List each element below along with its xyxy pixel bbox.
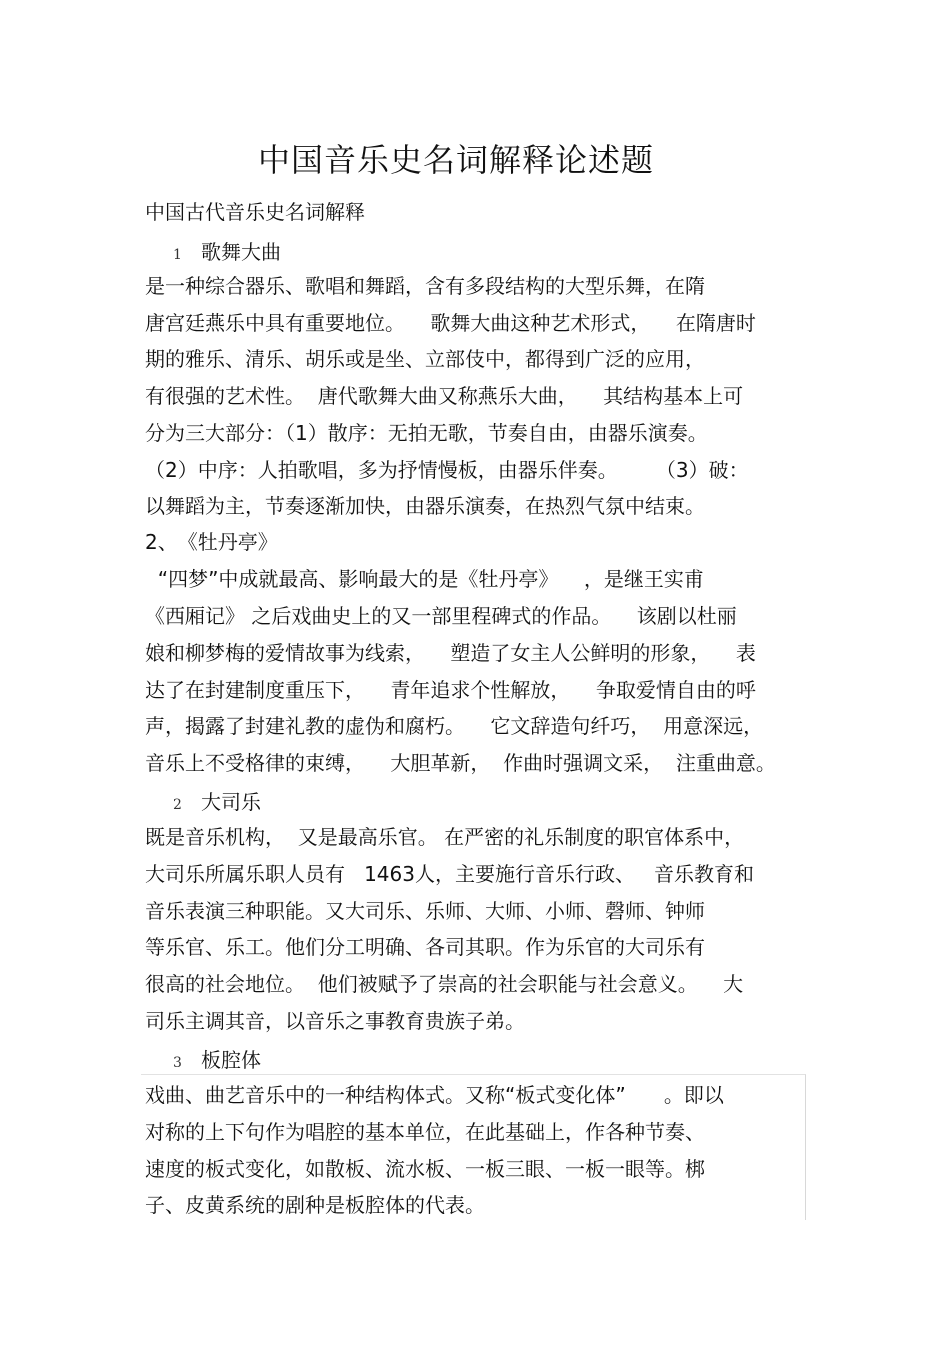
paragraph-line: 唐宫廷燕乐中具有重要地位。 歌舞大曲这种艺术形式， 在隋唐时 — [145, 311, 756, 335]
paragraph-line: 以舞蹈为主，节奏逐渐加快，由器乐演奏，在热烈气氛中结束。 — [145, 494, 705, 518]
section-title: 歌舞大曲 — [201, 240, 281, 264]
section-number: 1 — [173, 247, 182, 263]
paragraph-line: “四梦”中成就最高、影响最大的是《牡丹亭》 ，是继王实甫 — [145, 567, 704, 591]
paragraph-line: 司乐主调其音，以音乐之事教育贵族子弟。 — [145, 1009, 525, 1033]
section-title: 板腔体 — [201, 1048, 261, 1072]
section-title: 大司乐 — [201, 790, 261, 814]
paragraph-line: 是一种综合器乐、歌唱和舞蹈，含有多段结构的大型乐舞，在隋 — [145, 274, 705, 298]
paragraph-line: 娘和柳梦梅的爱情故事为线索， 塑造了女主人公鲜明的形象， 表 — [145, 641, 756, 665]
paragraph-line: 达了在封建制度重压下， 青年追求个性解放， 争取爱情自由的呼 — [145, 678, 756, 702]
paragraph-line: 大司乐所属乐职人员有 1463人，主要施行音乐行政、 音乐教育和 — [145, 862, 755, 886]
paragraph-line: 音乐上不受格律的束缚， 大胆革新， 作曲时强调文采， 注重曲意。 — [145, 751, 776, 775]
paragraph-line: 等乐官、乐工。他们分工明确、各司其职。作为乐官的大司乐有 — [145, 935, 705, 959]
document-subtitle: 中国古代音乐史名词解释 — [145, 200, 365, 224]
section-number: 2 — [173, 797, 182, 813]
paragraph-line: 子、皮黄系统的剧种是板腔体的代表。 — [145, 1193, 485, 1217]
paragraph-line: 很高的社会地位。 他们被赋予了崇高的社会职能与社会意义。 大 — [145, 972, 744, 996]
section-heading-3 — [145, 786, 261, 821]
paragraph-line: 期的雅乐、清乐、胡乐或是坐、立部伎中，都得到广泛的应用， — [145, 347, 705, 371]
paragraph-line: 声，揭露了封建礼教的虚伪和腐朽。 它文辞造句纤巧， 用意深远， — [145, 714, 764, 738]
paragraph-line: 分为三大部分：（1）散序：无拍无歌，节奏自由，由器乐演奏。 — [145, 421, 708, 445]
paragraph-line: 有很强的艺术性。 唐代歌舞大曲又称燕乐大曲， 其结构基本上可 — [145, 384, 744, 408]
section-number: 2、 — [145, 530, 178, 554]
section-number: 3 — [173, 1055, 182, 1071]
paragraph-line: 对称的上下句作为唱腔的基本单位，在此基础上，作各种节奏、 — [145, 1120, 705, 1144]
paragraph-line: 戏曲、曲艺音乐中的一种结构体式。又称“板式变化体” 。即以 — [145, 1083, 724, 1107]
paragraph-line: （2）中序：人拍歌唱，多为抒情慢板，由器乐伴奏。 （3）破： — [145, 458, 749, 482]
document-title: 中国音乐史名词解释论述题 — [257, 141, 654, 179]
section-heading-1 — [145, 236, 281, 271]
section-heading-2 — [145, 526, 278, 558]
paragraph-line: 音乐表演三种职能。又大司乐、乐师、大师、小师、磬师、钟师 — [145, 899, 705, 923]
paragraph-line: 速度的板式变化，如散板、流水板、一板三眼、一板一眼等。梆 — [145, 1157, 705, 1181]
paragraph-line: 《西厢记》 之后戏曲史上的又一部里程碑式的作品。 该剧以杜丽 — [145, 604, 737, 628]
section-title: 《牡丹亭》 — [177, 530, 278, 554]
paragraph-line: 既是音乐机构， 又是最高乐官。 在严密的礼乐制度的职官体系中， — [145, 825, 745, 849]
